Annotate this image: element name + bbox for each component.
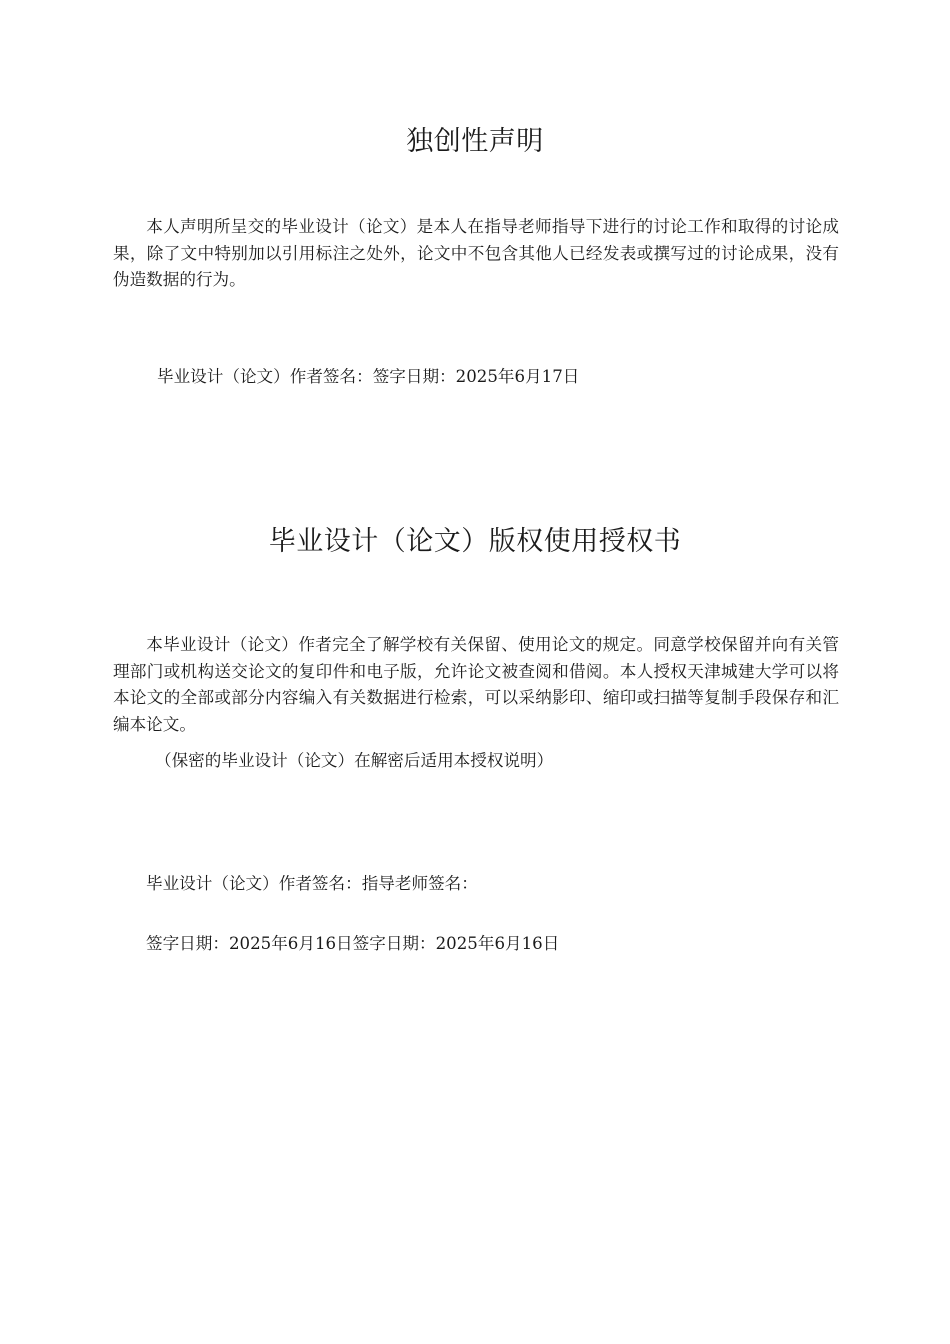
authorization-title: 毕业设计（论文）版权使用授权书	[268, 526, 682, 557]
declaration-body: 本人声明所呈交的毕业设计（论文）是本人在指导老师指导下进行的讨论工作和取得的讨论成果，除了文中特别加以引用标注之处外，论文中不包含其他人已经发表或撰写过的讨论成果，没有伪造数据的行为。	[113, 217, 839, 289]
authorization-date-line: 签字日期：2025年6月16日签字日期：2025年6月16日	[146, 934, 560, 953]
declaration-signature-line: 毕业设计（论文）作者签名：签字日期：2025年6月17日	[157, 367, 580, 386]
authorization-note: （保密的毕业设计（论文）在解密后适用本授权说明）	[155, 751, 554, 770]
authorization-body: 本毕业设计（论文）作者完全了解学校有关保留、使用论文的规定。同意学校保留并向有关管理部门或机构送交论文的复印件和电子版，允许论文被查阅和借阅。本人授权天津城建大学可以将本论文的全部或部分内容编入有关数据进行检索，可以采纳影印、缩印或扫描等复制手段保存和汇编本论文。	[113, 635, 839, 734]
declaration-title: 独创性声明	[406, 126, 544, 157]
authorization-signature-line: 毕业设计（论文）作者签名：指导老师签名：	[146, 874, 478, 893]
